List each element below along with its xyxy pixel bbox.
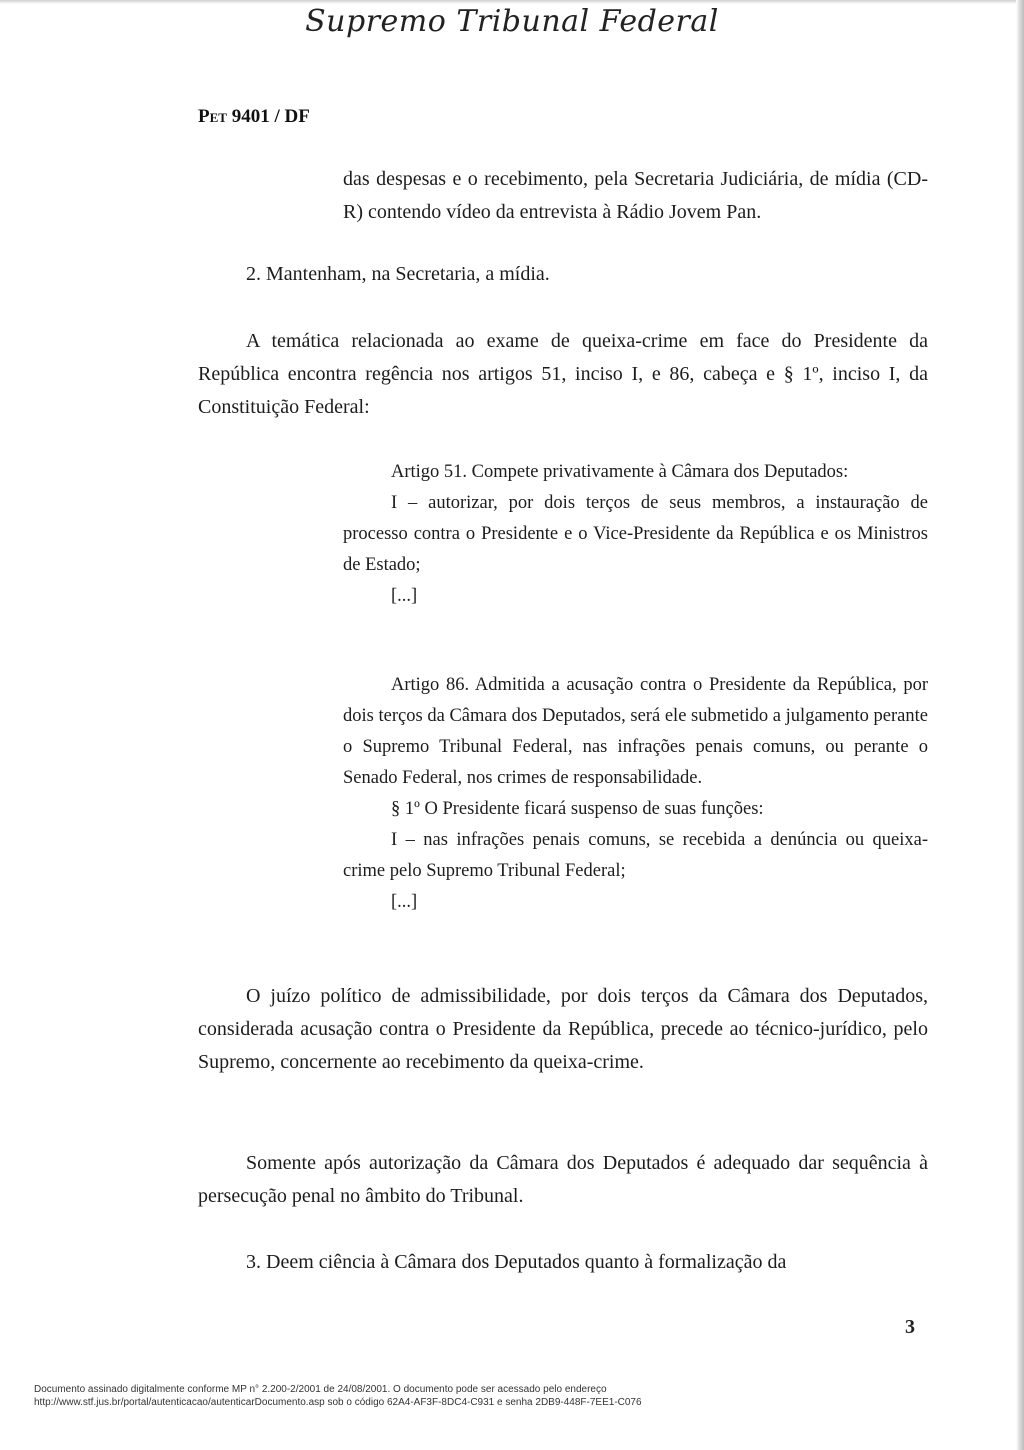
page-right-shadow [1016,0,1024,1450]
paragraph-item-2: 2. Mantenham, na Secretaria, a mídia. [246,263,550,285]
quote-artigo-86-line3: I – nas infrações penais comuns, se recebida a denúncia ou queixa-crime pelo Supremo Tribunal Federal; [343,830,928,881]
footer-line-1: Documento assinado digitalmente conforme MP n° 2.200-2/2001 de 24/08/2001. O documento pode ser acessado pelo endereço [34,1384,607,1395]
paragraph-juizo: O juízo político de admissibilidade, por dois terços da Câmara dos Deputados, considerada acusação contra o Presidente da República, precede ao técnico-jurídico, pelo Supremo, concernente ao recebimento da queixa-crime. [198,985,928,1073]
quote-artigo-51-ellipsis: [...] [391,586,418,606]
paragraph-continuation: das despesas e o recebimento, pela Secretaria Judiciária, de mídia (CD-R) contendo vídeo da entrevista à Rádio Jovem Pan. [343,168,928,223]
quote-artigo-86-line1: Artigo 86. Admitida a acusação contra o Presidente da República, por dois terços da Câmara dos Deputados, será ele submetido a julgamento perante o Supremo Tribunal Federal, nas infrações penais comuns, ou perante o Senado Federal, nos crimes de responsabilidade. [343,675,928,788]
quote-artigo-86-ellipsis: [...] [391,892,418,912]
paragraph-somente: Somente após autorização da Câmara dos Deputados é adequado dar sequência à persecução penal no âmbito do Tribunal. [198,1152,928,1207]
quote-artigo-51-line1: Artigo 51. Compete privativamente à Câmara dos Deputados: [391,462,849,482]
quote-artigo-51-line2: I – autorizar, por dois terços de seus membros, a instauração de processo contra o Presidente e o Vice-Presidente da República e os Ministros de Estado; [343,493,928,575]
case-ref-number: 9401 / DF [226,106,310,127]
quote-artigo-86-line2: § 1º O Presidente ficará suspenso de suas funções: [391,799,764,819]
paragraph-item-3: 3. Deem ciência à Câmara dos Deputados quanto à formalização da [246,1251,787,1273]
court-title: Supremo Tribunal Federal [305,4,719,39]
case-ref-prefix: Pet [198,106,227,127]
case-reference [198,106,310,128]
page-number: 3 [905,1316,915,1338]
quote-artigo-51 [343,457,928,612]
signature-footer [34,1383,934,1409]
quote-artigo-86 [343,670,928,918]
paragraph-tematica: A temática relacionada ao exame de queixa-crime em face do Presidente da República encontra regência nos artigos 51, inciso I, e 86, cabeça e § 1º, inciso I, da Constituição Federal: [198,330,928,418]
footer-line-2[interactable]: http://www.stf.jus.br/portal/autenticacao/autenticarDocumento.asp sob o código 62A4-AF3F-8DC4-C931 e senha 2DB9-448F-7EE1-C076 [34,1397,642,1408]
